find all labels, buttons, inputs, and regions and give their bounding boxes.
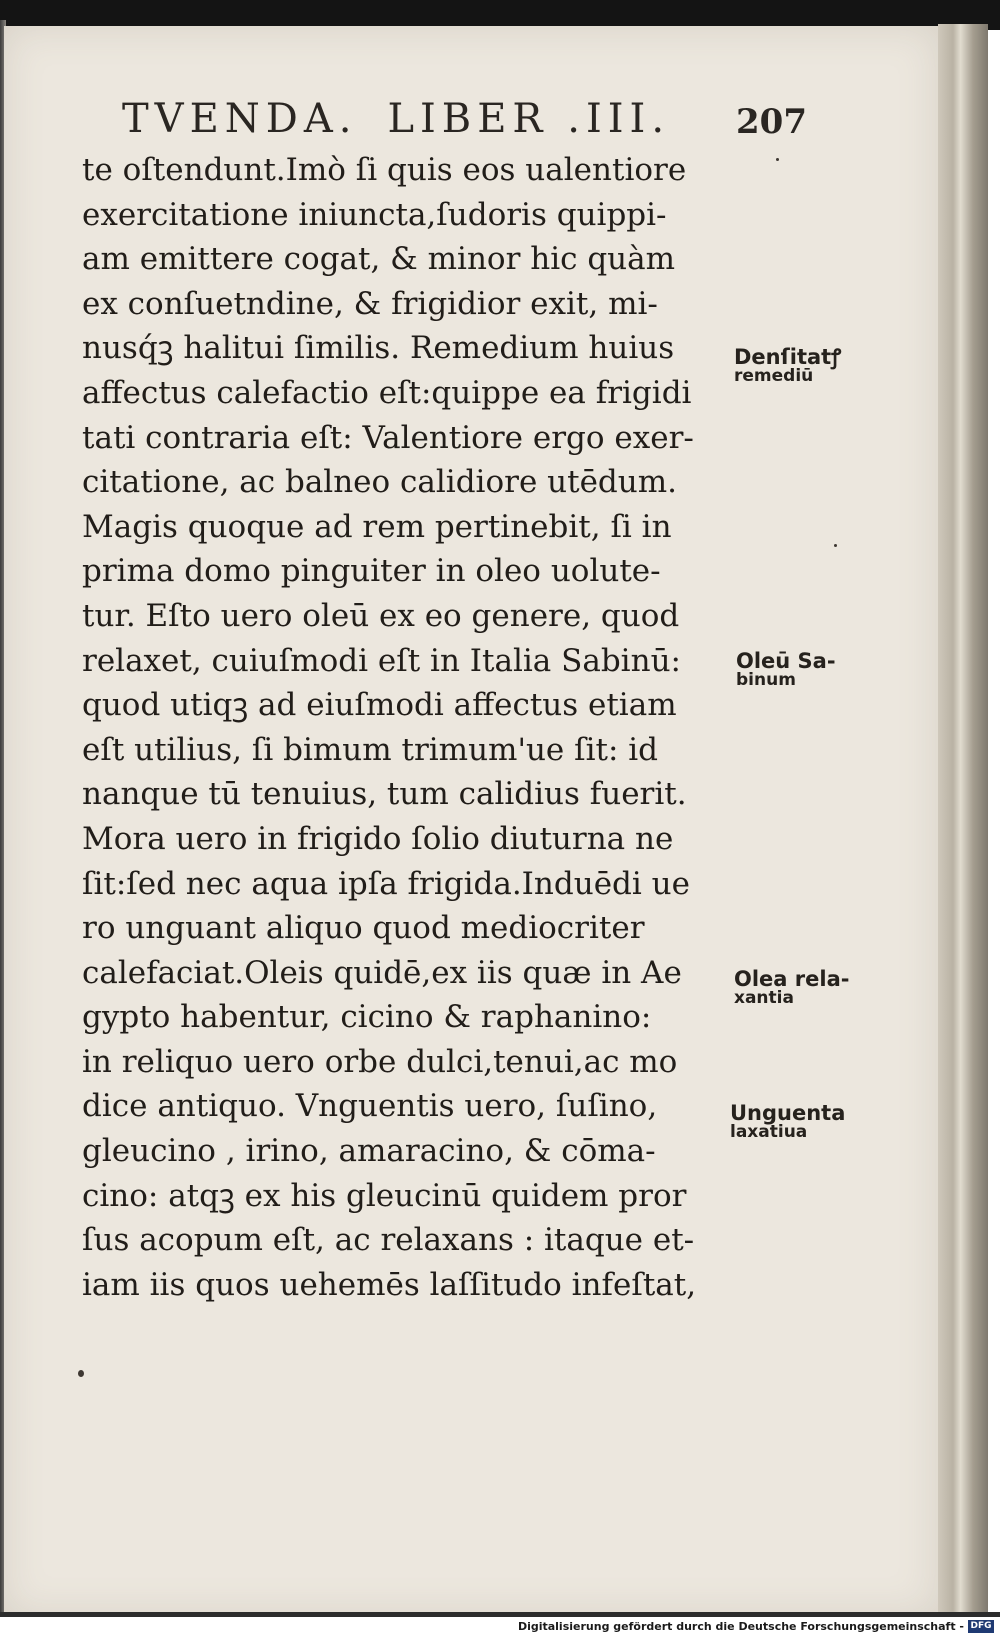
text-line: Mora uero in frigido ſolio diuturna ne (82, 820, 674, 857)
text-line: Magis quoque ad rem pertinebit, ſi in (82, 508, 672, 545)
text-line: tati contraria eſt: Valentiore ergo exer- (82, 419, 694, 456)
text-line: affectus calefactio eſt:quippe ea frigidi (82, 374, 692, 411)
ink-speck (834, 544, 837, 547)
running-head (122, 96, 670, 142)
text-line: eſt utilius, ſi bimum trimum'ue ſit: id (82, 731, 659, 768)
marginal-note-line: xantia (734, 988, 794, 1009)
marginal-note-line: Oleū Sa- (736, 649, 836, 673)
text-line: te oſtendunt.Imò ſi quis eos ualentiore (82, 152, 687, 188)
page-stack-edge (938, 24, 988, 1616)
text-line: gypto habentur, cicino & raphanino: (82, 999, 652, 1036)
marginal-note (734, 346, 841, 386)
body-text (82, 148, 722, 1307)
text-line: ſus acopum eſt, ac relaxans : itaque et- (82, 1222, 695, 1259)
ink-speck (78, 1370, 84, 1377)
text-line: ſit:ſed nec aqua ipſa frigida.Induēdi ue (82, 865, 690, 902)
marginal-note (730, 1102, 845, 1142)
page-number: 207 (736, 102, 807, 142)
text-line: citatione, ac balneo calidiore utēdum. (82, 464, 677, 501)
text-line: nusq́ꝫ halitui ſimilis. Remedium huius (82, 330, 675, 367)
text-line: tur. Eſto uero oleū ex eo genere, quod (82, 597, 680, 634)
marginal-note (736, 650, 836, 690)
ink-speck (776, 158, 779, 161)
running-head-right: LIBER .III. (387, 96, 671, 142)
text-line: calefaciat.Oleis quidē,ex iis quæ in Ae (82, 954, 682, 991)
text-line: quod utiqꝫ ad eiuſmodi affectus etiam (82, 687, 677, 724)
text-line: cino: atqꝫ ex his gleucinū quidem pror (82, 1177, 687, 1214)
marginal-note-line: Unguenta (730, 1101, 846, 1125)
text-line: exercitatione iniuncta,ſudoris quippi- (82, 196, 667, 233)
text-line: dice antiquo. Vnguentis uero, ſuſino, (82, 1088, 658, 1125)
marginal-note-line: Olea rela- (734, 967, 850, 991)
marginal-note (734, 968, 849, 1008)
text-line: nanque tū tenuius, tum calidius fuerit. (82, 776, 687, 813)
text-line: ex conſuetndine, & frigidior exit, mi- (82, 285, 658, 322)
text-line: ro unguant aliquo quod mediocriter (82, 910, 645, 947)
text-line: in reliquo uero orbe dulci,tenui,ac mo (82, 1043, 678, 1080)
funding-credit: Digitalisierung gefördert durch die Deutsche Forschungsgemeinschaft - (517, 1620, 964, 1633)
marginal-note-line: remediū (734, 366, 814, 387)
marginal-note-line: laxatiua (730, 1122, 808, 1143)
text-line: relaxet, cuiuſmodi eſt in Italia Sabinū: (82, 642, 681, 679)
marginal-note-line: binum (736, 670, 796, 691)
text-line: am emittere cogat, & minor hic quàm (82, 241, 676, 278)
running-head-left: TVENDA. (122, 96, 358, 142)
text-line: gleucino , irino, amaracino, & cōma- (82, 1133, 656, 1170)
dfg-logo: DFG (968, 1620, 994, 1633)
text-line: iam iis quos uehemēs laſſitudo infeſtat, (82, 1266, 697, 1303)
marginal-note-line: Denſitatꝭ (734, 345, 842, 369)
text-line: prima domo pinguiter in oleo uolute- (82, 553, 661, 590)
